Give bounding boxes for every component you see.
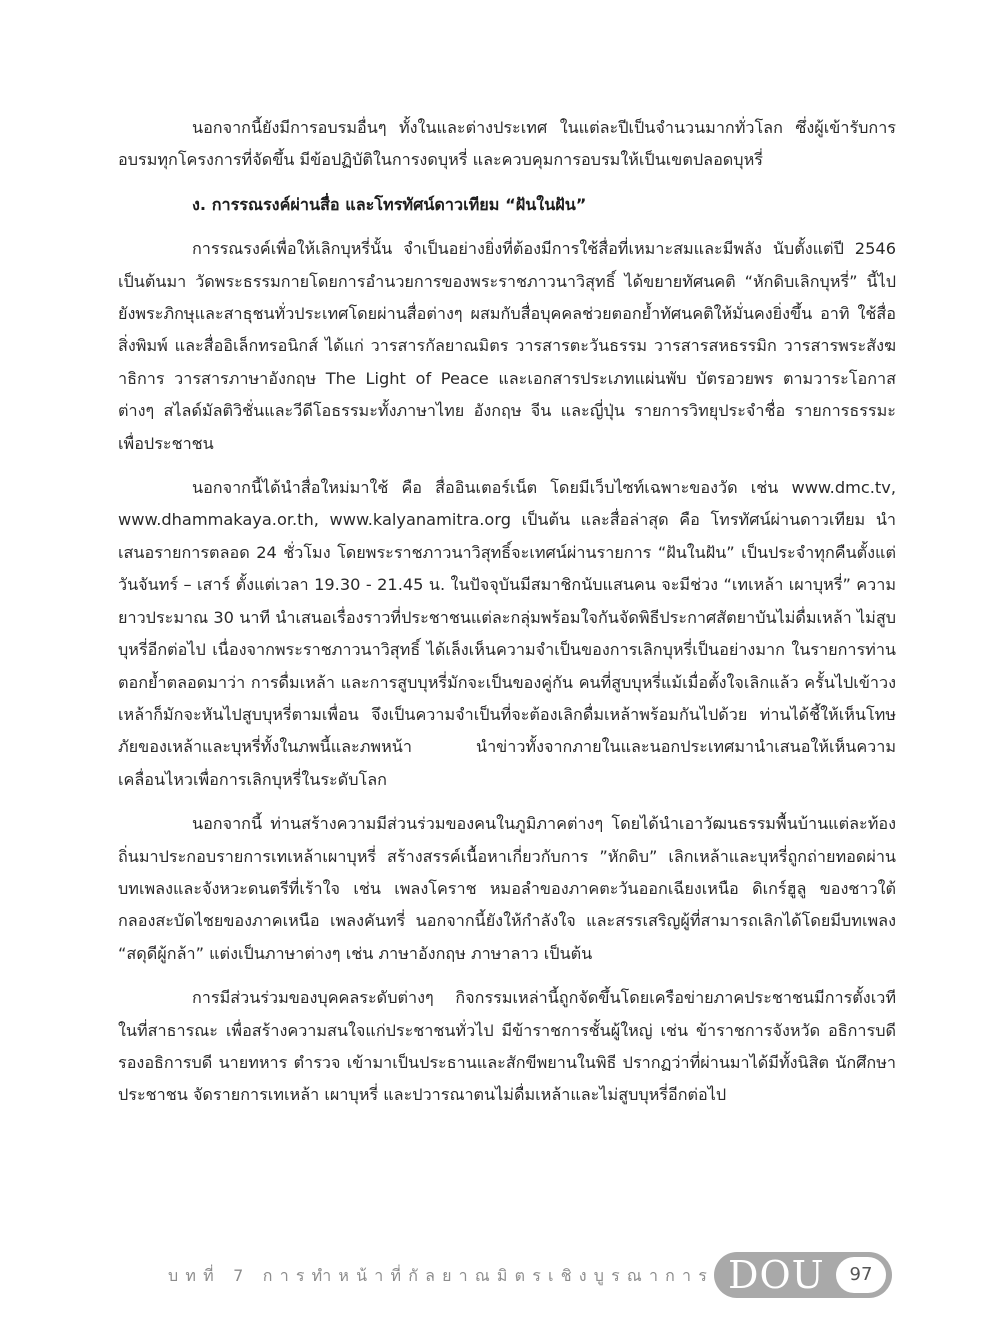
dou-logo: DOU bbox=[728, 1253, 825, 1297]
paragraph-other-trainings: นอกจากนี้ยังมีการอบรมอื่นๆ ทั้งในและต่างประเทศ ในแต่ละปีเป็นจำนวนมากทั่วโลก ซึ่งผู้เข้ารับการอบรมทุกโครงการที่จัดขึ้น มีข้อปฏิบัติในการงดบุหรี่ และควบคุมการอบรมให้เป็นเขตปลอดบุหรี่ bbox=[118, 118, 896, 170]
paragraph-new-media: นอกจากนี้ได้นำสื่อใหม่มาใช้ คือ สื่ออินเตอร์เน็ต โดยมีเว็บไซท์เฉพาะของวัด เช่น www.dmc.tv, www.dhammakaya.or.th, www.kalyanamitra.org เป็นต้น และสื่อล่าสุด คือ โทรทัศน์ผ่านดาวเทียม นำเสนอรายการตลอด 24 ชั่วโมง โดยพระราชภาวนาวิสุทธิ์จะเทศน์ผ่านรายการ “ฝันในฝัน” เป็นประจำทุกคืนตั้งแต่วันจันทร์ – เสาร์ ตั้งแต่เวลา 19.30 - 21.45 น. ในปัจจุบันมีสมาชิกนับแสนคน จะมีช่วง “เทเหล้า เผาบุหรี่” ความยาวประมาณ 30 นาที นำเสนอเรื่องราวที่ประชาชนแต่ละกลุ่มพร้อมใจกันจัดพิธีประกาศสัตยาบันไม่ดื่มเหล้า ไม่สูบบุหรี่อีกต่อไป เนื่องจากพระราชภาวนาวิสุทธิ์ ได้เล็งเห็นความจำเป็นของการเลิกบุหรี่เป็นอย่างมาก ในรายการท่านตอกย้ำตลอดมาว่า การดื่มเหล้า และการสูบบุหรี่มักจะเป็นของคู่กัน คนที่สูบบุหรี่แม้เมื่อตั้งใจเลิกแล้ว ครั้นไปเข้าวงเหล้าก็มักจะหันไปสูบบุหรี่ตามเพื่อน จึงเป็นความจำเป็นที่จะต้องเลิกดื่มเหล้าพร้อมกันไปด้วย ท่านได้ชี้ให้เห็นโทษภัยของเหล้าและบุหรี่ทั้งในภพนี้และภพหน้า นำข่าวทั้งจากภายในและนอกประเทศมานำเสนอให้เห็นความเคลื่อนไหวเพื่อการเลิกบุหรี่ในระดับโลก bbox=[118, 478, 896, 789]
section-heading: ง. การรณรงค์ผ่านสื่อ และโทรทัศน์ดาวเทียม “ฝันในฝัน” bbox=[192, 194, 587, 214]
page-number: 97 bbox=[836, 1257, 886, 1293]
page-badge bbox=[714, 1252, 892, 1298]
paragraph-public-participation: การมีส่วนร่วมของบุคคลระดับต่างๆ กิจกรรมเหล่านี้ถูกจัดขึ้นโดยเครือข่ายภาคประชาชนมีการตั้งเวทีในที่สาธารณะ เพื่อสร้างความสนใจแก่ประชาชนทั่วไป มีข้าราชการชั้นผู้ใหญ่ เช่น ข้าราชการจังหวัด อธิการบดี รองอธิการบดี นายทหาร ตำรวจ เข้ามาเป็นประธานและสักขีพยานในพิธี ปรากฏว่าที่ผ่านมาได้มีทั้งนิสิต นักศึกษาประชาชน จัดรายการเทเหล้า เผาบุหรี่ และปวารณาตนไม่ดื่มเหล้าและไม่สูบบุหรี่อีกต่อไป bbox=[118, 988, 896, 1105]
paragraph-regional-participation: นอกจากนี้ ท่านสร้างความมีส่วนร่วมของคนในภูมิภาคต่างๆ โดยได้นำเอาวัฒนธรรมพื้นบ้านแต่ละท้องถิ่นมาประกอบรายการเทเหล้าเผาบุหรี่ สร้างสรรค์เนื้อหาเกี่ยวกับการ ”หักดิบ” เลิกเหล้าและบุหรี่ถูกถ่ายทอดผ่านบทเพลงและจังหวะดนตรีที่เร้าใจ เช่น เพลงโคราช หมอลำของภาคตะวันออกเฉียงเหนือ ดิเกร์ฮูลู ของชาวใต้ กลองสะบัดไชยของภาคเหนือ เพลงคันทรี่ นอกจากนี้ยังให้กำลังใจ และสรรเสริญผู้ที่สามารถเลิกได้โดยมีบทเพลง “สดุดีผู้กล้า” แต่งเป็นภาษาต่างๆ เช่น ภาษาอังกฤษ ภาษาลาว เป็นต้น bbox=[118, 814, 896, 963]
paragraph-media-campaign: การรณรงค์เพื่อให้เลิกบุหรี่นั้น จำเป็นอย่างยิ่งที่ต้องมีการใช้สื่อที่เหมาะสมและมีพลัง นับตั้งแต่ปี 2546 เป็นต้นมา วัดพระธรรมกายโดยการอำนวยการของพระราชภาวนาวิสุทธิ์ ได้ขยายทัศนคติ “หักดิบเลิกบุหรี่” นี้ไปยังพระภิกษุและสาธุชนทั่วประเทศโดยผ่านสื่อต่างๆ ผสมกับสื่อบุคคลช่วยตอกย้ำทัศนคติให้มั่นคงยิ่งขึ้น อาทิ ใช้สื่อสิ่งพิมพ์ และสื่ออิเล็กทรอนิกส์ ได้แก่ วารสารกัลยาณมิตร วารสารตะวันธรรม วารสารสหธรรมิก วารสารพระสังฆาธิการ วารสารภาษาอังกฤษ The Light of Peace และเอกสารประเภทแผ่นพับ บัตรอวยพร ตามวาระโอกาสต่างๆ สไลด์มัลติวิชั่นและวีดีโอธรรมะทั้งภาษาไทย อังกฤษ จีน และญี่ปุ่น รายการวิทยุประจำชื่อ รายการธรรมะเพื่อประชาชน bbox=[118, 239, 896, 453]
chapter-title: บทที่ 7 การทำหน้าที่กัลยาณมิตรเชิงบูรณาการ bbox=[168, 1266, 715, 1285]
page-footer bbox=[0, 1252, 1000, 1298]
page-body bbox=[118, 112, 896, 1124]
